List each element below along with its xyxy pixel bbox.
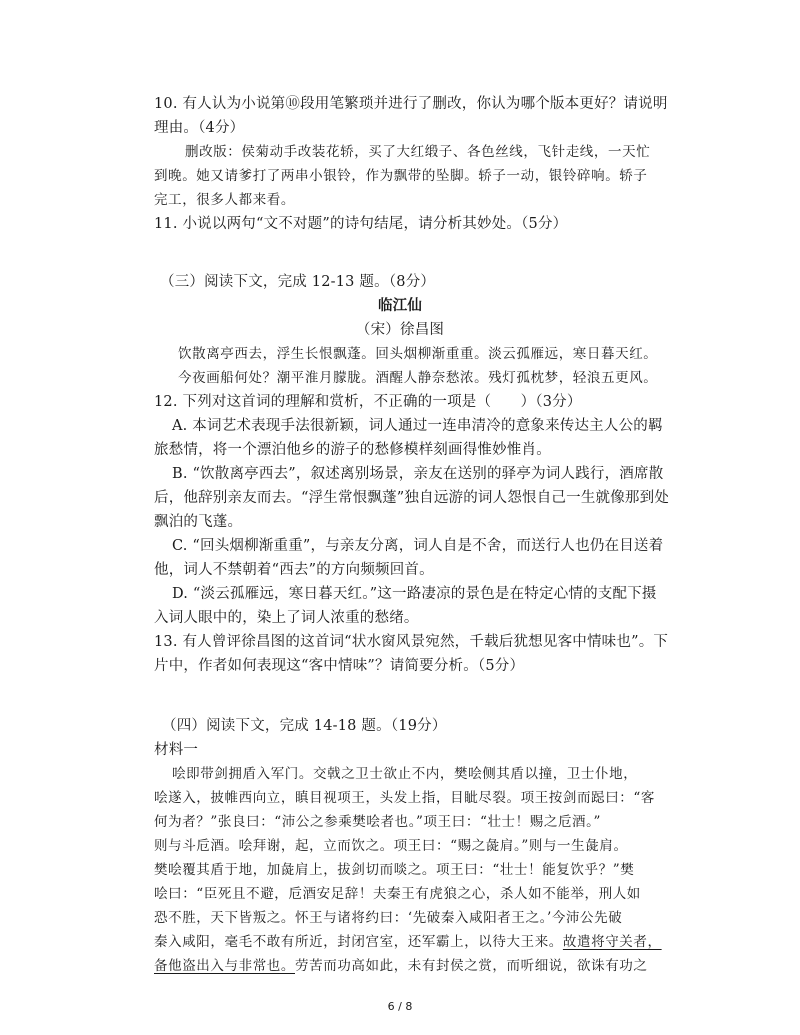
underlined-phrase-1: 故遣将守关者， (562, 934, 662, 950)
q11-line: 11. 小说以两句“文不对题”的诗句结尾，请分析其妙处。（5分） (154, 216, 568, 232)
q12-option-c-line-1: C. “回头烟柳渐重重”，与亲友分离，词人自是不舍，而送行人也仍在目送着 (172, 538, 664, 554)
q12-option-a-line-1: A. 本词艺术表现手法很新颖，词人通过一连串清冷的意象来传达主人公的羁 (172, 418, 663, 434)
q12-option-b-line-1: B. “饮散离亭西去”，叙述离别场景，亲友在送别的驿亭为词人践行，酒席散 (172, 466, 664, 482)
q12-option-d-line-2: 入词人眼中的，染上了词人浓重的愁绪。 (154, 610, 419, 626)
passage-line-3: 何为者？”张良曰：“沛公之参乘樊哙者也。”项王曰：“壮士！赐之卮酒。” (154, 814, 602, 830)
q12-option-b-line-2: 后，他辞别亲友而去。“浮生常恨飘蓬”独自远游的词人怨恨自己一生就像那到处 (154, 490, 670, 506)
passage-line-8 (154, 932, 662, 952)
q10-revised-line-3: 完工，很多人都来看。 (154, 192, 295, 208)
passage-line-9 (154, 956, 648, 976)
page-number: 6 / 8 (387, 1000, 413, 1013)
section-3-heading: （三）阅读下文，完成 12-13 题。（8分） (160, 274, 436, 290)
passage-line-9-text: 劳苦而功高如此，未有封侯之赏，而听细说，欲诛有功之 (295, 958, 648, 974)
poem-author: （宋）徐昌图 (355, 322, 445, 338)
q12-option-d-line-1: D. “淡云孤雁远，寒日暮天红。”这一路凄凉的景色是在特定心情的支配下摄 (172, 586, 657, 602)
passage-line-5: 樊哙覆其盾于地，加彘肩上，拔剑切而啖之。项王曰：“壮士！能复饮乎？”樊 (154, 862, 635, 878)
q12-option-c-line-2: 他，词人不禁朝着“西去”的方向频频回首。 (154, 562, 434, 578)
q10-revised-line-2: 到晚。她又请爹打了两串小银铃，作为飘带的坠脚。轿子一动，银铃碎响。轿子 (154, 168, 648, 184)
poem-line-1: 饮散离亭西去，浮生长恨飘蓬。回头烟柳渐重重。淡云孤雁远，寒日暮天红。 (178, 346, 658, 362)
q10-revised-line-1: 删改版：侯菊动手改装花轿，买了大红缎子、各色丝线，飞针走线，一天忙 (185, 144, 651, 160)
q12-option-a-line-2: 旅愁情，将一个漂泊他乡的游子的愁修模样刻画得惟妙惟肖。 (154, 442, 551, 458)
q10-line-1: 10. 有人认为小说第⑩段用笔繁琐并进行了删改，你认为哪个版本更好？请说明 (154, 96, 668, 112)
passage-line-1: 哙即带剑拥盾入军门。交戟之卫士欲止不内，樊哙侧其盾以撞，卫士仆地， (172, 766, 638, 782)
q12-line: 12. 下列对这首词的理解和赏析，不正确的一项是（ ）（3分） (154, 394, 582, 410)
passage-line-8-text: 秦入咸阳，毫毛不敢有所近，封闭宫室，还军霸上，以待大王来。 (154, 934, 563, 950)
passage-line-4: 则与斗卮酒。哙拜谢，起，立而饮之。项王曰：“赐之彘肩。”则与一生彘肩。 (154, 838, 628, 854)
poem-line-2: 今夜画船何处？潮平淮月朦胧。酒醒人静奈愁浓。残灯孤枕梦，轻浪五更风。 (178, 370, 658, 386)
q10-line-2: 理由。（4分） (154, 120, 245, 136)
section-4-heading: （四）阅读下文，完成 14-18 题。（19分） (162, 718, 447, 734)
poem-title: 临江仙 (377, 297, 423, 314)
underlined-phrase-2: 备他盗出入与非常也。 (154, 958, 295, 974)
q12-option-b-line-3: 飘泊的飞蓬。 (154, 514, 243, 530)
passage-line-6: 哙曰：“臣死且不避，卮酒安足辞！夫秦王有虎狼之心，杀人如不能举，刑人如 (154, 886, 641, 902)
q13-line-2: 片中，作者如何表现这“客中情味”？请简要分析。（5分） (154, 658, 525, 674)
material-label: 材料一 (154, 742, 199, 758)
q13-line-1: 13. 有人曾评徐昌图的这首词“状水窗风景宛然，千载后犹想见客中情味也”。下 (154, 634, 669, 650)
passage-line-2: 哙遂入，披帷西向立，瞋目视项王，头发上指，目眦尽裂。项王按剑而跽曰：“客 (154, 790, 656, 806)
passage-line-7: 恐不胜，天下皆叛之。怀王与诸将约曰：‘先破秦入咸阳者王之。’今沛公先破 (154, 910, 623, 926)
